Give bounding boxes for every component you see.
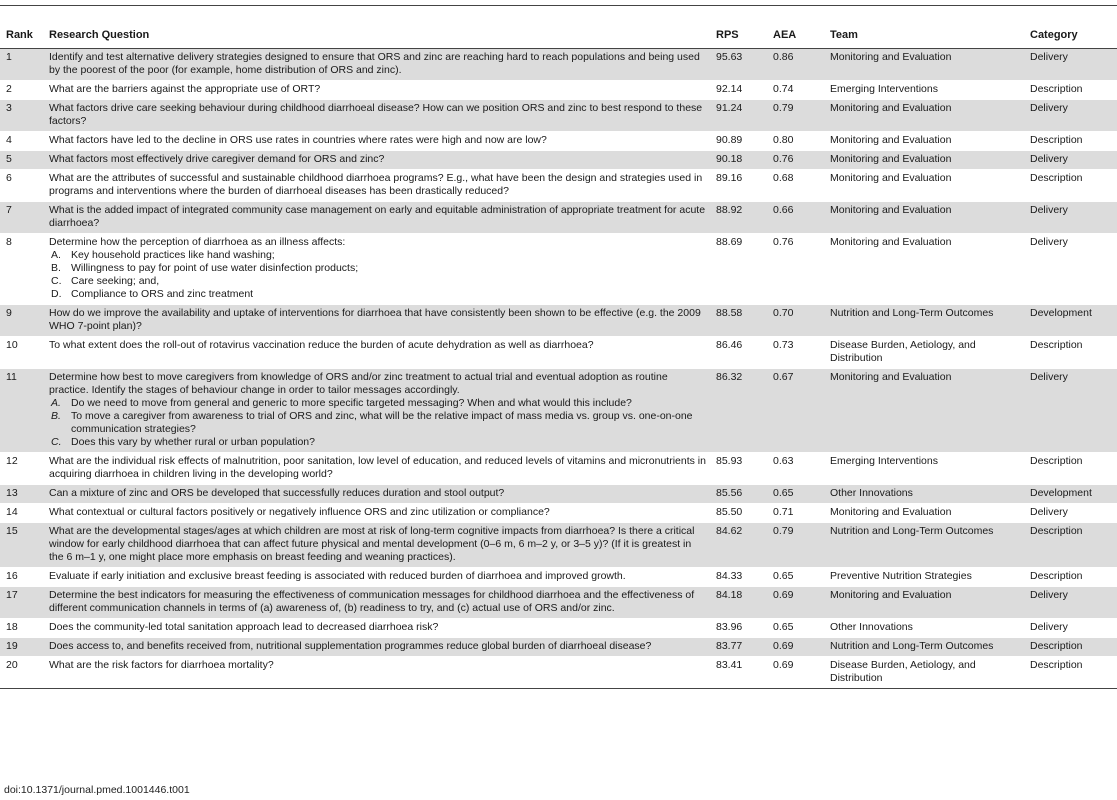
table-row [0,100,1117,132]
table-row [0,485,1117,504]
cell-rps: 88.69 [716,236,743,248]
cell-team: Disease Burden, Aetiology, and Distribution [830,339,976,364]
cell-rps: 83.96 [716,621,743,633]
cell-question [45,587,712,619]
cell-team: Monitoring and Evaluation [830,236,952,248]
cell-rank: 12 [6,455,18,467]
cell-category: Delivery [1026,587,1117,619]
cell-team: Nutrition and Long-Term Outcomes [826,638,1026,657]
cell-rps: 89.16 [716,172,743,184]
cell-aea: 0.79 [769,523,826,568]
subitem-text: Care seeking; and, [71,275,160,287]
question-text: To what extent does the roll-out of rotavirus vaccination reduce the burden of acute dehydration as well as diarrhoea? [49,339,594,351]
cell-rps: 90.18 [712,151,769,170]
table-row [0,337,1117,369]
cell-question [45,568,712,587]
cell-question [45,234,712,305]
cell-team: Monitoring and Evaluation [826,49,1026,81]
table-row [0,49,1117,81]
cell-rank: 5 [0,151,45,170]
cell-question [45,638,712,657]
cell-rank: 2 [6,83,12,95]
question-text: Identify and test alternative delivery strategies designed to ensure that ORS and zinc are reaching hard to reach populations and being used by the poorest of the poor (for example, home distribution of ORS and zinc). [49,51,700,76]
cell-rps: 85.93 [716,455,743,467]
cell-category: Delivery [1030,621,1068,633]
cell-aea: 0.65 [769,485,826,504]
cell-rank: 14 [6,506,18,518]
cell-category: Description [1030,570,1083,582]
cell-rank: 9 [0,305,45,337]
question-subitem [49,249,708,262]
cell-aea: 0.71 [773,506,794,518]
question-text: Can a mixture of zinc and ORS be developed that successfully reduces duration and stool output? [49,487,505,499]
table-row [0,638,1117,657]
cell-question [45,523,712,568]
question-subitem [49,262,708,275]
cell-team: Nutrition and Long-Term Outcomes [826,305,1026,337]
cell-category: Description [1030,83,1083,95]
cell-question [45,657,712,689]
cell-rps: 84.18 [712,587,769,619]
table-row [0,151,1117,170]
cell-aea: 0.74 [773,83,794,95]
table-row [0,202,1117,234]
cell-aea: 0.69 [773,659,794,671]
cell-team: Monitoring and Evaluation [830,134,952,146]
cell-aea: 0.76 [769,151,826,170]
question-text: What are the developmental stages/ages at which children are most at risk of long-term cognitive impacts from diarrhoea? Is there a critical window for early childhood diarrhoea that can affect future physical and mental development (0–6 m, 6 m–2 y, or 3–5 y)? (If it is greatest in the 6 m–1 y, one might place more emphasis on breast feeding and weaning practices). [49,525,695,563]
cell-category: Delivery [1026,49,1117,81]
cell-rps: 84.33 [716,570,743,582]
cell-question [45,485,712,504]
cell-category: Description [1030,172,1083,184]
cell-aea: 0.73 [773,339,794,351]
top-rule [0,0,1117,6]
question-text: What are the attributes of successful and sustainable childhood diarrhoea programs? E.g., what have been the design and strategies used in programs and interventions where the burden of diarrhoeal diseases has been drastically reduced? [49,172,703,197]
question-text: Does the community-led total sanitation approach lead to decreased diarrhoea risk? [49,621,439,633]
question-text: Determine how the perception of diarrhoea as an illness affects: [49,236,346,248]
table-body [0,49,1117,689]
research-questions-table [0,20,1117,689]
cell-question [45,453,712,485]
cell-aea: 0.65 [773,570,794,582]
subitem-label: B. [51,410,61,422]
question-text: What is the added impact of integrated community case management on early and equitable administration of appropriate treatment for acute diarrhoea? [49,204,706,229]
cell-aea: 0.76 [773,236,794,248]
cell-rps: 86.46 [716,339,743,351]
cell-category: Delivery [1026,151,1117,170]
cell-category: Delivery [1030,506,1068,518]
cell-category: Description [1030,455,1083,467]
subitem-label: D. [51,288,62,300]
cell-rank: 16 [6,570,18,582]
question-subitem [49,275,708,288]
question-text: What factors drive care seeking behaviour during childhood diarrhoeal disease? How can we position ORS and zinc to best respond to these factors? [49,102,703,127]
cell-category: Delivery [1026,100,1117,132]
cell-rps: 95.63 [712,49,769,81]
cell-rank: 6 [6,172,12,184]
cell-rps: 91.24 [712,100,769,132]
cell-rps: 85.50 [716,506,743,518]
cell-question [45,337,712,369]
table-row [0,587,1117,619]
cell-rank: 17 [0,587,45,619]
cell-rank: 10 [6,339,18,351]
cell-team: Monitoring and Evaluation [830,506,952,518]
header-question: Research Question [45,20,712,49]
cell-rps: 85.56 [712,485,769,504]
cell-aea: 0.67 [769,369,826,453]
header-category: Category [1026,20,1117,49]
subitem-label: A. [51,397,61,409]
cell-team: Emerging Interventions [830,83,938,95]
cell-rank: 18 [6,621,18,633]
cell-category: Description [1026,638,1117,657]
subitem-text: Compliance to ORS and zinc treatment [71,288,254,300]
cell-team: Monitoring and Evaluation [830,172,952,184]
question-text: Evaluate if early initiation and exclusive breast feeding is associated with reduced burden of diarrhoea and improved growth. [49,570,626,582]
table-row [0,369,1117,453]
cell-question [45,369,712,453]
question-text: Does access to, and benefits received from, nutritional supplementation programmes reduce global burden of diarrhoeal disease? [49,640,652,652]
cell-team: Monitoring and Evaluation [826,151,1026,170]
cell-aea: 0.68 [773,172,794,184]
cell-category: Description [1030,659,1083,671]
cell-rank: 3 [0,100,45,132]
question-text: Determine the best indicators for measuring the effectiveness of communication messages for childhood diarrhoea and the effectiveness of different communication channels in terms of (a) awareness of, (b) readiness to try, and (c) actual use of ORS and/or zinc. [49,589,695,614]
cell-team: Monitoring and Evaluation [826,587,1026,619]
cell-team: Monitoring and Evaluation [826,202,1026,234]
question-subitem [49,288,708,301]
cell-question [45,504,712,523]
cell-question [45,305,712,337]
cell-rank: 4 [6,134,12,146]
cell-rank: 15 [0,523,45,568]
table-row [0,619,1117,638]
cell-category: Delivery [1026,202,1117,234]
table-row [0,132,1117,151]
subitem-text: Does this vary by whether rural or urban population? [71,436,315,448]
subitem-label: C. [51,275,62,287]
table-row [0,305,1117,337]
question-text: What factors have led to the decline in ORS use rates in countries where rates were high and now are low? [49,134,547,146]
cell-aea: 0.69 [769,587,826,619]
cell-question [45,49,712,81]
cell-category: Delivery [1030,236,1068,248]
cell-question [45,202,712,234]
cell-rps: 83.77 [712,638,769,657]
doi-caption: doi:10.1371/journal.pmed.1001446.t001 [4,784,190,796]
cell-question [45,100,712,132]
subitem-text: Do we need to move from general and generic to more specific targeted messaging? When and what would this include? [71,397,632,409]
cell-team: Other Innovations [826,485,1026,504]
header-team: Team [826,20,1026,49]
cell-aea: 0.86 [769,49,826,81]
cell-question [45,132,712,151]
cell-rps: 92.14 [716,83,743,95]
table-row [0,504,1117,523]
subitem-label: C. [51,436,62,448]
subitem-label: A. [51,249,61,261]
question-text: What contextual or cultural factors positively or negatively influence ORS and zinc utilization or compliance? [49,506,550,518]
question-text: What are the barriers against the appropriate use of ORT? [49,83,321,95]
cell-aea: 0.66 [769,202,826,234]
cell-rank: 13 [0,485,45,504]
cell-category: Description [1030,134,1083,146]
question-text: What are the risk factors for diarrhoea mortality? [49,659,274,671]
cell-category: Development [1026,305,1117,337]
table-row [0,657,1117,689]
cell-rank: 19 [0,638,45,657]
question-text: What factors most effectively drive caregiver demand for ORS and zinc? [49,153,385,165]
cell-question [45,170,712,202]
cell-team: Emerging Interventions [830,455,938,467]
cell-aea: 0.80 [773,134,794,146]
table-row [0,568,1117,587]
cell-aea: 0.63 [773,455,794,467]
header-aea: AEA [769,20,826,49]
question-subitem [49,410,708,436]
subitem-label: B. [51,262,61,274]
cell-team: Monitoring and Evaluation [826,100,1026,132]
cell-rps: 90.89 [716,134,743,146]
header-rank: Rank [0,20,45,49]
cell-aea: 0.69 [769,638,826,657]
cell-rps: 86.32 [712,369,769,453]
table-row [0,234,1117,305]
table-row [0,81,1117,100]
question-subitem [49,436,708,449]
cell-rps: 88.58 [712,305,769,337]
subitem-text: Key household practices like hand washing; [71,249,275,261]
header-rps: RPS [712,20,769,49]
cell-question [45,81,712,100]
cell-aea: 0.79 [769,100,826,132]
table-row [0,453,1117,485]
cell-rank: 20 [6,659,18,671]
table-row [0,523,1117,568]
cell-team: Preventive Nutrition Strategies [830,570,972,582]
question-text: What are the individual risk effects of malnutrition, poor sanitation, low level of education, and reduced levels of vitamins and micronutrients in acquiring diarrhoea in children living in the developing world? [49,455,706,480]
cell-rank: 11 [0,369,45,453]
cell-aea: 0.65 [773,621,794,633]
cell-team: Nutrition and Long-Term Outcomes [826,523,1026,568]
cell-category: Description [1026,523,1117,568]
table-row [0,170,1117,202]
cell-team: Other Innovations [830,621,913,633]
cell-category: Development [1026,485,1117,504]
question-text: How do we improve the availability and uptake of interventions for diarrhoea that have consistently been shown to be effective (e.g. the 2009 WHO 7-point plan)? [49,307,701,332]
cell-rank: 1 [0,49,45,81]
cell-category: Description [1030,339,1083,351]
cell-rps: 84.62 [712,523,769,568]
cell-category: Delivery [1026,369,1117,453]
cell-rps: 83.41 [716,659,743,671]
question-subitem [49,397,708,410]
cell-question [45,619,712,638]
cell-team: Monitoring and Evaluation [826,369,1026,453]
cell-aea: 0.70 [769,305,826,337]
cell-rank: 7 [0,202,45,234]
subitem-text: To move a caregiver from awareness to trial of ORS and zinc, what will be the relative impact of mass media vs. group vs. one-on-one communication strategies? [71,410,693,435]
cell-question [45,151,712,170]
cell-rank: 8 [6,236,12,248]
subitem-text: Willingness to pay for point of use water disinfection products; [71,262,359,274]
research-table-container [0,20,1117,689]
table-header-row [0,20,1117,49]
question-text: Determine how best to move caregivers from knowledge of ORS and/or zinc treatment to actual trial and eventual adoption as routine practice. Identify the stages of behaviour change in order to tailor messages accordingly. [49,371,668,396]
cell-team: Disease Burden, Aetiology, and Distribution [830,659,976,684]
cell-rps: 88.92 [712,202,769,234]
